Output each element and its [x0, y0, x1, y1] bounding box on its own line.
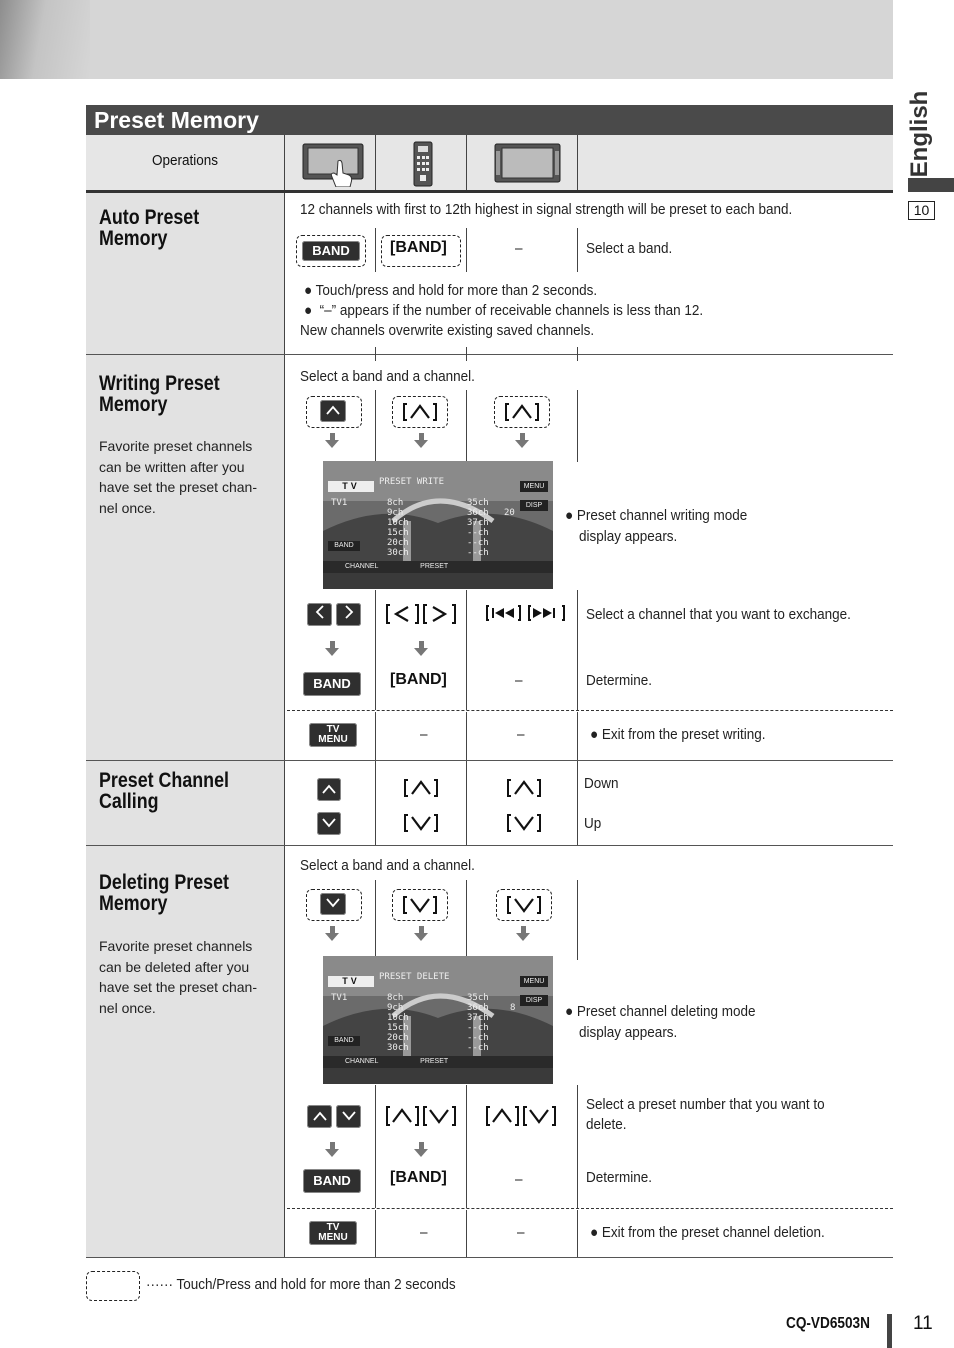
screen-disp: DISP [520, 500, 548, 511]
deleting-preset-title-2: Memory [99, 892, 168, 915]
deleting-desc-line: can be deleted after you [99, 958, 250, 975]
remote-control-icon [413, 141, 433, 187]
writing-div-c2 [466, 712, 467, 760]
remote-band-key: [BAND] [390, 671, 447, 688]
down-arrow-icon [326, 1142, 339, 1157]
unit-down-key-icon [507, 896, 541, 914]
remote-down-key-hold [392, 889, 448, 921]
unit-up-key-icon [505, 403, 539, 421]
calling-down-button[interactable] [317, 812, 341, 835]
remote-left-right-keys [386, 604, 456, 627]
auto-tick-3 [577, 347, 578, 361]
deleting-preset-title-1: Deleting Preset [99, 871, 229, 894]
legend-text: ······ Touch/Press and hold for more than 2 seconds [146, 1276, 456, 1293]
chevron-left-icon [315, 605, 325, 619]
deleting-div-a2 [466, 880, 467, 960]
channel-item: 15ch [387, 1023, 409, 1033]
channel-item: --ch [467, 538, 489, 548]
auto-div-3 [577, 228, 578, 272]
remote-up-key-hold [392, 396, 448, 428]
writing-desc-line: Favorite preset channels [99, 438, 253, 454]
deleting-intro: Select a band and a channel. [300, 857, 475, 874]
monitor-icon [494, 143, 561, 183]
calling-title-2: Calling [99, 790, 159, 813]
channel-item: 30ch [387, 1043, 409, 1053]
calling-title-1: Preset Channel [99, 769, 229, 792]
write-exit-action: ● Exit from the preset writing. [590, 726, 766, 743]
unit-up-down-keys [486, 1106, 556, 1129]
writing-div-c1 [375, 712, 376, 760]
remote-band-key: [BAND] [390, 1169, 447, 1186]
page-number: 11 [913, 1313, 933, 1334]
channel-item: 10ch [387, 1013, 409, 1023]
channel-item: 9ch [387, 1003, 404, 1013]
skip-prev-next-icon [486, 605, 566, 621]
chapter-number: 10 [908, 201, 935, 220]
calling-down-label: Down [584, 775, 619, 792]
tv-menu-label: TV MENU [318, 724, 348, 745]
write-step2-action: Determine. [586, 672, 653, 689]
delete-step1-action-2: delete. [586, 1116, 627, 1133]
delete-up-button[interactable] [307, 1105, 332, 1128]
screen-mode: PRESET DELETE [379, 972, 450, 982]
deleting-dashed-rule [287, 1208, 893, 1209]
banner-photo [0, 0, 90, 79]
channel-item: 37ch [467, 1013, 489, 1023]
deleting-div-c3 [577, 1210, 578, 1257]
writing-desc-line: can be written after you [99, 458, 245, 475]
col-divider-1 [375, 135, 376, 191]
channel-item: 15ch [387, 528, 409, 538]
auto-preset-intro: 12 channels with first to 12th highest in signal strength will be preset to each band. [300, 201, 793, 218]
channel-item: 20ch [387, 1033, 409, 1043]
channel-item: 35ch [467, 993, 489, 1003]
language-tab-bar [908, 178, 954, 192]
channel-item: --ch [467, 1043, 489, 1053]
up-button-hold[interactable] [306, 396, 362, 428]
auto-tick-2 [466, 347, 467, 361]
preset-write-screen [323, 461, 553, 589]
down-button [320, 893, 346, 915]
deleting-div-b3 [577, 1085, 578, 1208]
col-divider-0 [284, 135, 285, 1258]
auto-note-1: ● Touch/press and hold for more than 2 seconds. [304, 282, 598, 299]
remote-down-key-icon [404, 814, 438, 835]
write-screen-note-2: display appears. [579, 528, 678, 545]
write-exit-remote: – [420, 726, 428, 743]
remote-band-key: [BAND] [390, 239, 447, 256]
deleting-div-c1 [375, 1210, 376, 1257]
writing-preset-title-2: Memory [99, 393, 168, 416]
screen-channel-label: CHANNEL [345, 563, 379, 570]
channel-item: --ch [467, 548, 489, 558]
writing-preset-title-1: Writing Preset [99, 372, 220, 395]
writing-intro: Select a band and a channel. [300, 368, 475, 385]
down-arrow-icon [517, 926, 530, 941]
down-arrow-icon [415, 1142, 428, 1157]
auto-preset-title-2: Memory [99, 227, 168, 250]
rule-auto [86, 354, 893, 355]
band-button[interactable]: BAND [303, 672, 361, 696]
deleting-div-c2 [466, 1210, 467, 1257]
screen-band: TV1 [331, 498, 348, 508]
remote-up-down-icon [386, 1106, 456, 1126]
chevron-down-icon [322, 818, 336, 828]
screen-channels-right [467, 993, 489, 1053]
deleting-div-a1 [375, 880, 376, 960]
screen-channels [387, 993, 409, 1053]
remote-up-key-icon [404, 779, 438, 800]
delete-screen-note-2: display appears. [579, 1024, 678, 1041]
auto-div-1 [375, 228, 376, 272]
channel-item: 8ch [387, 498, 404, 508]
auto-action: Select a band. [586, 240, 673, 257]
channel-item: --ch [467, 528, 489, 538]
down-arrow-icon [415, 433, 428, 448]
down-arrow-icon [326, 926, 339, 941]
screen-disp: DISP [520, 995, 548, 1006]
delete-exit-unit: – [517, 1224, 525, 1241]
down-arrow-icon [326, 641, 339, 656]
screen-preset-label: PRESET [420, 563, 449, 570]
deleting-desc-line: Favorite preset channels [99, 938, 253, 954]
chevron-down-icon [326, 898, 340, 908]
writing-div-b1 [375, 590, 376, 710]
screen-menu: MENU [520, 481, 548, 492]
unit-skip-keys [486, 605, 566, 624]
auto-div-2 [466, 228, 467, 272]
write-step2-unit: – [515, 672, 523, 689]
write-step1-action: Select a channel that you want to exchange. [586, 606, 851, 623]
screen-band-btn: BAND [328, 1036, 360, 1046]
remote-down-key-icon [403, 896, 437, 914]
screen-band: TV1 [331, 993, 348, 1003]
language-tab [905, 88, 935, 180]
tv-menu-button[interactable] [309, 723, 357, 747]
screen-band-btn: BAND [328, 541, 360, 551]
footer-bar [887, 1314, 892, 1348]
delete-exit-remote: – [420, 1224, 428, 1241]
calling-div-1 [375, 761, 376, 845]
auto-note-2: ● “–” appears if the number of receivable channels is less than 12. [304, 302, 704, 319]
chevron-down-icon [342, 1111, 356, 1121]
remote-up-key-icon [403, 403, 437, 421]
writing-div-b2 [466, 590, 467, 710]
channel-item: 9ch [387, 508, 404, 518]
chevron-up-icon [326, 405, 340, 415]
down-arrow-icon [415, 926, 428, 941]
writing-div-c3 [577, 712, 578, 760]
deleting-desc-line: have set the preset chan- [99, 979, 257, 995]
delete-step2-unit: – [515, 1171, 523, 1188]
touch-panel-icon [302, 143, 366, 181]
down-arrow-icon [516, 433, 529, 448]
writing-div-a1 [375, 390, 376, 462]
up-button [320, 400, 346, 422]
writing-desc-line: have set the preset chan- [99, 479, 257, 495]
language-label: English [906, 90, 933, 178]
channel-item: --ch [467, 1023, 489, 1033]
rule-writing [86, 760, 893, 761]
chevron-up-icon [313, 1111, 327, 1121]
writing-preset-desc [99, 436, 274, 518]
col-divider-2 [466, 135, 467, 191]
header-rule [86, 190, 893, 193]
col-divider-3 [577, 135, 578, 191]
channel-item: --ch [467, 1033, 489, 1043]
calling-up-label: Up [584, 815, 602, 832]
writing-desc-line: nel once. [99, 499, 156, 516]
deleting-desc-line: nel once. [99, 999, 156, 1016]
writing-div-b3 [577, 590, 578, 710]
writing-div-a2 [466, 390, 467, 462]
screen-channel-label: CHANNEL [345, 1058, 379, 1065]
screen-bottom-bar [323, 561, 553, 573]
down-arrow-icon [415, 641, 428, 656]
screen-menu: MENU [520, 976, 548, 987]
remote-band-key-hold [381, 235, 461, 267]
screen-mode: PRESET WRITE [379, 477, 445, 487]
screen-tab: TV [328, 976, 374, 987]
top-banner [0, 0, 893, 79]
screen-preset-label: PRESET [420, 1058, 449, 1065]
channel-item: 10ch [387, 518, 409, 528]
unit-up-down-icon [486, 1106, 556, 1126]
deleting-preset-desc [99, 936, 274, 1018]
prev-channel-button[interactable] [307, 603, 332, 626]
operations-label: Operations [151, 152, 219, 169]
unit-up-key-hold [494, 396, 550, 428]
screen-bottom-bar [323, 1056, 553, 1068]
auto-note-3: New channels overwrite existing saved channels. [300, 322, 595, 339]
chevron-up-icon [322, 784, 336, 794]
channel-item: 37ch [467, 518, 489, 528]
delete-down-button[interactable] [336, 1105, 361, 1128]
down-button-hold[interactable] [306, 889, 362, 921]
channel-item: 35ch [467, 498, 489, 508]
band-button[interactable]: BAND [303, 1169, 361, 1193]
auto-unit-key: – [515, 240, 523, 257]
calling-div-2 [466, 761, 467, 845]
deleting-div-b1 [375, 1085, 376, 1208]
screen-tab: TV [328, 481, 374, 492]
calling-up-button[interactable] [317, 778, 341, 801]
screen-channels-right [467, 498, 489, 558]
tv-menu-button[interactable] [309, 1221, 357, 1245]
delete-step2-action: Determine. [586, 1169, 653, 1186]
deleting-div-b2 [466, 1085, 467, 1208]
unit-down-key-icon [507, 814, 541, 835]
screen-current: 20 [504, 508, 515, 518]
legend-hold-box [86, 1271, 140, 1301]
channel-item: 36ch [467, 1003, 489, 1013]
write-screen-note-1: ● Preset channel writing mode [565, 507, 748, 524]
channel-item: 8ch [387, 993, 404, 1003]
remote-up-down-keys [386, 1106, 456, 1129]
band-button-label: BAND [302, 241, 360, 261]
tv-menu-label: TV MENU [318, 1222, 348, 1243]
model-number: CQ-VD6503N [786, 1315, 870, 1332]
preset-delete-screen [323, 956, 553, 1084]
remote-left-right-icon [386, 604, 456, 624]
auto-preset-title-1: Auto Preset [99, 206, 200, 229]
screen-current: 8 [510, 1003, 516, 1013]
channel-item: 30ch [387, 548, 409, 558]
calling-div-3 [577, 761, 578, 845]
section-names-column [86, 192, 284, 1258]
next-channel-button[interactable] [336, 603, 361, 626]
delete-step1-action-1: Select a preset number that you want to [586, 1096, 825, 1113]
screen-channels [387, 498, 409, 558]
delete-exit-action: ● Exit from the preset channel deletion. [590, 1224, 825, 1241]
channel-item: 36ch [467, 508, 489, 518]
chevron-right-icon [344, 605, 354, 619]
auto-tick-1 [375, 347, 376, 361]
channel-item: 20ch [387, 538, 409, 548]
deleting-div-a3 [577, 880, 578, 960]
writing-dashed-rule [287, 710, 893, 711]
band-button-hold[interactable] [296, 235, 366, 267]
writing-div-a3 [577, 390, 578, 462]
unit-down-key-hold [496, 889, 552, 921]
down-arrow-icon [326, 433, 339, 448]
page-title: Preset Memory [86, 105, 893, 135]
rule-calling [86, 845, 893, 846]
rule-deleting [86, 1257, 893, 1258]
write-exit-unit: – [517, 726, 525, 743]
unit-up-key-icon [507, 779, 541, 800]
delete-screen-note-1: ● Preset channel deleting mode [565, 1003, 756, 1020]
